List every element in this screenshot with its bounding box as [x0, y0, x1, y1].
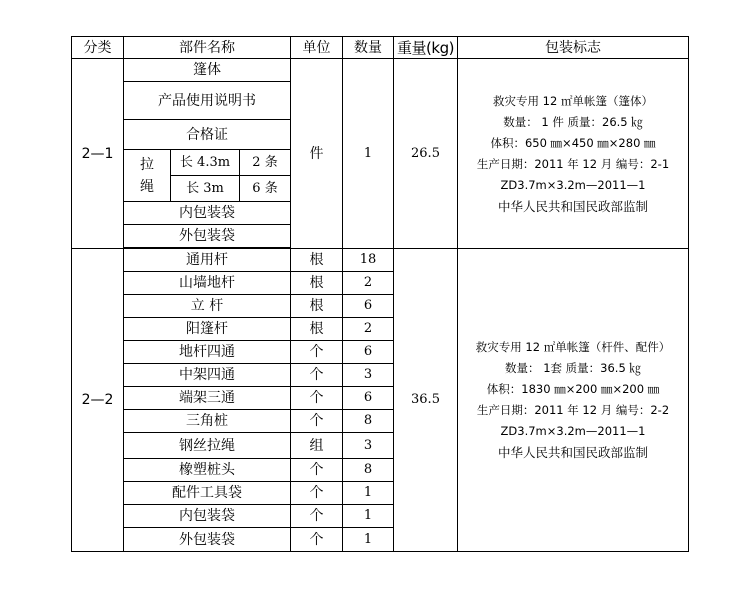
mark-line: 救灾专用 12 ㎡单帐篷（杆件、配件）	[475, 340, 671, 354]
item-qty: 3	[343, 433, 394, 459]
item-name: 立 杆	[124, 295, 291, 318]
header-category: 分类	[72, 37, 124, 59]
item-unit: 个	[291, 459, 343, 482]
header-row	[72, 37, 689, 59]
item-unit: 根	[291, 295, 343, 318]
part-outer-bag: 外包装袋	[124, 225, 291, 248]
group2-packaging-mark	[458, 249, 689, 552]
rope-b-length: 长 3m	[171, 176, 240, 202]
item-unit: 个	[291, 505, 343, 528]
mark-line: 数量： 1 件 质量：26.5 ㎏	[503, 114, 643, 129]
item-qty: 8	[343, 410, 394, 433]
table-row	[72, 59, 689, 82]
part-inner-bag: 内包装袋	[124, 202, 291, 225]
rope-a-length: 长 4.3m	[171, 150, 240, 176]
item-name: 阳篷杆	[124, 318, 291, 341]
item-qty: 1	[343, 528, 394, 552]
table-row	[72, 249, 689, 272]
mark-line: 生产日期：2011 年 12 月 编号：2-2	[476, 403, 670, 417]
item-qty: 6	[343, 387, 394, 410]
item-name: 地杆四通	[124, 341, 291, 364]
item-name: 配件工具袋	[124, 482, 291, 505]
header-part-name: 部件名称	[124, 37, 291, 59]
item-unit: 个	[291, 482, 343, 505]
part-tent-body: 篷体	[124, 59, 291, 82]
group1-weight: 26.5	[394, 59, 458, 249]
item-name: 通用杆	[124, 249, 291, 272]
item-name: 钢丝拉绳	[124, 433, 291, 459]
mark-line: 体积：650 ㎜×450 ㎜×280 ㎜	[490, 135, 656, 150]
item-name: 内包装袋	[124, 505, 291, 528]
group2-category: 2—2	[72, 249, 124, 552]
rope-a-count: 2 条	[240, 150, 291, 176]
group1-category: 2—1	[72, 59, 124, 249]
item-qty: 2	[343, 272, 394, 295]
header-weight: 重量(kg)	[394, 37, 458, 59]
item-qty: 18	[343, 249, 394, 272]
item-qty: 2	[343, 318, 394, 341]
item-name: 三角桩	[124, 410, 291, 433]
header-quantity: 数量	[343, 37, 394, 59]
item-unit: 个	[291, 387, 343, 410]
item-unit: 根	[291, 249, 343, 272]
item-qty: 3	[343, 364, 394, 387]
item-qty: 6	[343, 341, 394, 364]
rope-b-count: 6 条	[240, 176, 291, 202]
group1-quantity: 1	[343, 59, 394, 249]
item-unit: 个	[291, 528, 343, 552]
part-rope-label: 拉绳	[124, 150, 171, 202]
mark-line: ZD3.7m×3.2m—2011—1	[500, 424, 646, 438]
header-packaging-mark: 包装标志	[458, 37, 689, 59]
mark-line: 生产日期：2011 年 12 月 编号：2-1	[476, 156, 670, 171]
item-unit: 个	[291, 410, 343, 433]
group2-weight: 36.5	[394, 249, 458, 552]
header-unit: 单位	[291, 37, 343, 59]
item-unit: 组	[291, 433, 343, 459]
mark-line: 体积：1830 ㎜×200 ㎜×200 ㎜	[486, 382, 660, 396]
item-qty: 6	[343, 295, 394, 318]
item-name: 中架四通	[124, 364, 291, 387]
item-name: 橡塑桩头	[124, 459, 291, 482]
item-qty: 1	[343, 505, 394, 528]
mark-line: 救灾专用 12 ㎡单帐篷（篷体）	[493, 93, 653, 108]
item-name: 外包装袋	[124, 528, 291, 552]
part-certificate: 合格证	[124, 120, 291, 150]
item-unit: 个	[291, 364, 343, 387]
mark-line: ZD3.7m×3.2m—2011—1	[500, 177, 646, 192]
item-qty: 8	[343, 459, 394, 482]
packing-list-table	[71, 36, 689, 552]
mark-line: 中华人民共和国民政部监制	[497, 198, 648, 214]
item-unit: 根	[291, 272, 343, 295]
item-unit: 个	[291, 341, 343, 364]
part-manual: 产品使用说明书	[124, 82, 291, 120]
item-name: 端架三通	[124, 387, 291, 410]
item-qty: 1	[343, 482, 394, 505]
mark-line: 中华人民共和国民政部监制	[497, 445, 648, 460]
group1-packaging-mark	[458, 59, 689, 249]
group1-unit: 件	[291, 59, 343, 249]
mark-line: 数量： 1套 质量：36.5 ㎏	[505, 361, 641, 375]
item-unit: 根	[291, 318, 343, 341]
item-name: 山墙地杆	[124, 272, 291, 295]
